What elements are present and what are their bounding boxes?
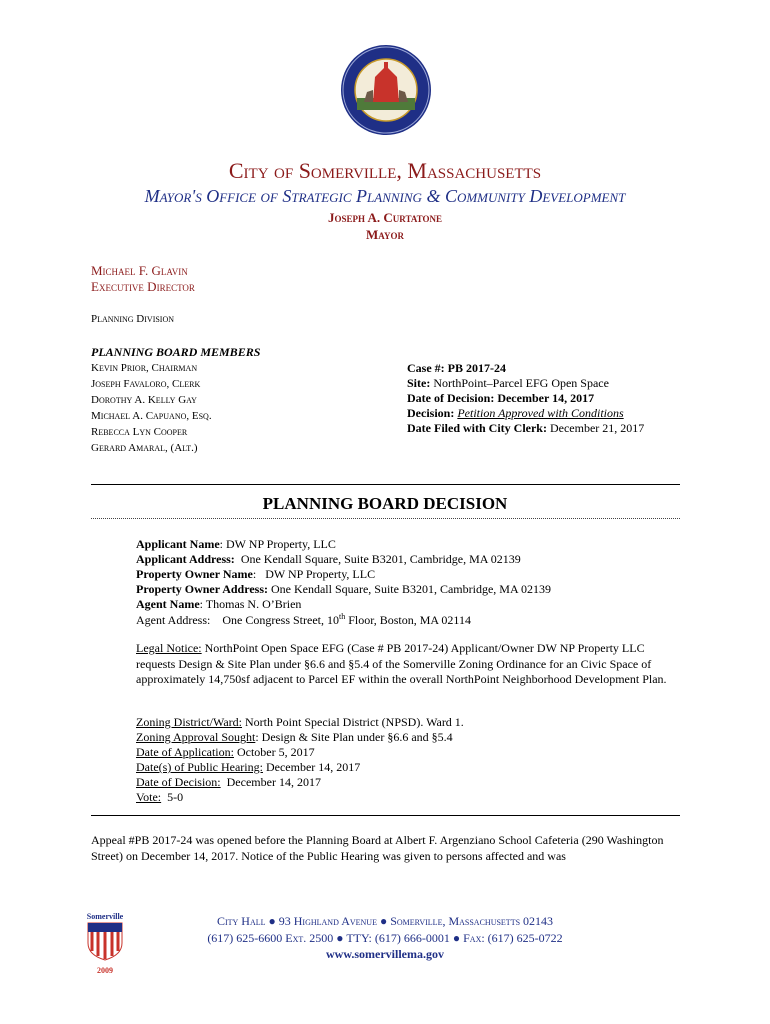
property-owner-name: Property Owner Name: DW NP Property, LLC: [136, 567, 376, 581]
case-filed: Date Filed with City Clerk: December 21, 2017: [407, 421, 645, 435]
case-date: Date of Decision: December 14, 2017: [407, 391, 595, 405]
decision-title: PLANNING BOARD DECISION: [262, 494, 508, 513]
footer-phone: (617) 625-6600 Ext. 2500 ● TTY: (617) 666-0001 ● Fax: (617) 625-0722: [207, 931, 563, 945]
case-site: Site: NorthPoint–Parcel EFG Open Space: [407, 376, 609, 390]
board-members-heading: PLANNING BOARD MEMBERS: [91, 345, 261, 359]
badge-year: 2009: [97, 966, 113, 975]
badge-top-text: Somerville: [86, 912, 124, 921]
planning-division: Planning Division: [91, 313, 175, 325]
zoning-approval: Zoning Approval Sought: Design & Site Plan under §6.6 and §5.4: [136, 730, 453, 744]
mayor-title: Mayor: [366, 227, 404, 242]
board-member: Rebecca Lyn Cooper: [91, 426, 188, 438]
applicant-name: Applicant Name: DW NP Property, LLC: [136, 537, 336, 551]
divider-bottom: [91, 815, 680, 816]
mayor-name: Joseph A. Curtatone: [327, 210, 442, 225]
city-seal-logo: [340, 44, 432, 136]
agent-name: Agent Name: Thomas N. O’Brien: [136, 597, 302, 611]
office-title: Mayor's Office of Strategic Planning & Community Development: [144, 186, 626, 206]
date-of-hearing: Date(s) of Public Hearing: December 14, 2017: [136, 760, 361, 774]
appeal-paragraph: Appeal #PB 2017-24 was opened before the Planning Board at Albert F. Argenziano School Cafeteria (290 Washington Street) on December 14, 2017. Notice of the Public Hearing was given to persons affected and was: [91, 833, 664, 863]
board-member: Gerard Amaral, (Alt.): [91, 442, 198, 454]
footer-website[interactable]: www.somervillema.gov: [326, 947, 444, 961]
agent-address: Agent Address: One Congress Street, 10th Floor, Boston, MA 02114: [136, 612, 471, 627]
board-member: Michael A. Capuano, Esq.: [91, 410, 212, 422]
board-member: Joseph Favaloro, Clerk: [91, 378, 201, 390]
director-name: Michael F. Glavin: [91, 263, 188, 278]
board-member: Kevin Prior, Chairman: [91, 362, 198, 374]
footer-address: City Hall ● 93 Highland Avenue ● Somerville, Massachusetts 02143: [216, 914, 554, 928]
board-member: Dorothy A. Kelly Gay: [91, 394, 197, 406]
date-of-decision: Date of Decision: December 14, 2017: [136, 775, 321, 789]
property-owner-address: Property Owner Address: One Kendall Square, Suite B3201, Cambridge, MA 02139: [136, 582, 551, 596]
legal-notice: Legal Notice: NorthPoint Open Space EFG (Case # PB 2017-24) Applicant/Owner DW NP Property LLC requests Design & Site Plan under §6.6 and §5.4 of the Somerville Zoning Ordinance for an Civic Space of approximately 14,750sf adjacent to Parcel EF within the overall NorthPoint Neighborhood Development Plan.: [136, 641, 667, 686]
divider-title: [91, 518, 680, 519]
city-title: City of Somerville, Massachusetts: [228, 158, 542, 183]
zoning-district: Zoning District/Ward: North Point Special District (NPSD). Ward 1.: [136, 715, 464, 729]
case-number: Case #: PB 2017-24: [407, 361, 507, 375]
applicant-address: Applicant Address: One Kendall Square, Suite B3201, Cambridge, MA 02139: [136, 552, 521, 566]
director-title: Executive Director: [91, 279, 195, 294]
date-of-application: Date of Application: October 5, 2017: [136, 745, 315, 759]
divider-top: [91, 484, 680, 485]
vote: Vote: 5-0: [136, 790, 184, 804]
case-decision: Decision: Petition Approved with Conditions: [407, 406, 624, 420]
